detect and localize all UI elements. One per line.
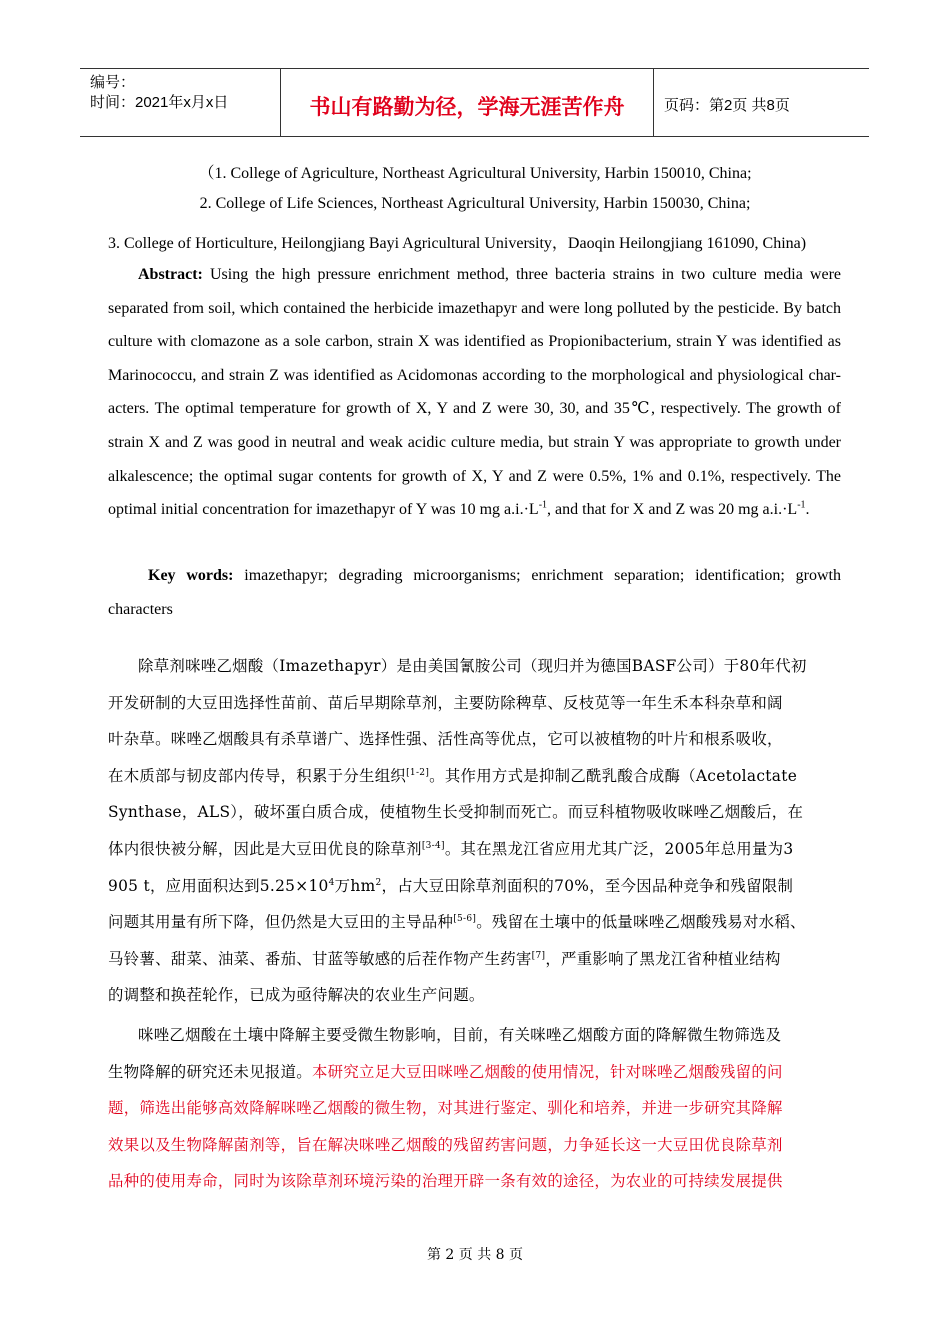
affiliation-3: 3. College of Horticulture, Heilongjiang Bayi Agricultural University，Daoqin Heilongjiang 161090, China) (108, 235, 807, 252)
abstract-text: Using the high pressure enrichment method, three bacteria strains in two culture media were separated from soil, which contained the herbicide imazethapyr and were long polluted by the pesticide. By batch culture with clomazone as a sole carbon, strain X was identified as Propionibacterium, strain Y was identified as Marinococcu, and strain Z was identified as Acidomonas according to the morphological and physiological char-acters. The optimal temperature for growth of X, Y and Z were 30, 30, and 35℃, respectively. The growth of strain X and Z was good in neutral and weak acidic culture media, but strain Y was appropriate to growth under alkalescence; the optimal sugar contents for growth of X, Y and Z were 0.5%, 1% and 0.1%, respectively. The optimal initial concentration for imazethapyr of Y was 10 mg a.i.·L (108, 266, 841, 519)
body-line: 体内很快被分解，因此是大豆田优良的除草剂[3-4]。其在黑龙江省应用尤其广泛，2005年总用量为3 (108, 839, 794, 858)
citation: [5-6] (453, 914, 477, 925)
body-line: 的调整和换茬轮作，已成为亟待解决的农业生产问题。 (108, 986, 485, 1005)
abstract-text-3: . (805, 501, 810, 519)
number-label: 编号： (90, 74, 136, 91)
body-line: 咪唑乙烟酸在土壤中降解主要受微生物影响，目前，有关咪唑乙烟酸方面的降解微生物筛选及 (138, 1026, 782, 1044)
abstract-text-2: , and that for X and Z was 20 mg a.i.·L (547, 501, 798, 519)
keywords-text: imazethapyr; degrading microorganisms; enrichment separation; identification; growth characters (108, 567, 842, 618)
keywords (108, 559, 841, 626)
page-footer: 第 2 页 共 8 页 (426, 1247, 524, 1263)
date-label: 时间：2021年x月x日 (90, 94, 229, 111)
body-line: 开发研制的大豆田选择性苗前、苗后早期除草剂，主要防除稗草、反枝苋等一年生禾本科杂草和阔 (108, 693, 783, 712)
keywords-label: Key words: (148, 567, 234, 584)
citation: [7] (531, 950, 546, 961)
body-line: 905 t，应用面积达到$5.25\times 10^4$万$hm^2$，占大豆田除草剂面积的70%，至今因品种竞争和残留限制 (108, 876, 794, 895)
body-line: Synthase，ALS），破坏蛋白质合成，使植物生长受抑制而死亡。而豆科植物吸收咪唑乙烟酸后，在 (108, 803, 804, 822)
header-meta (80, 69, 281, 136)
highlighted-line: 品种的使用寿命，同时为该除草剂环境污染的治理开辟一条有效的途径，为农业的可持续发展提供 (108, 1172, 783, 1191)
body-paragraph-1 (108, 648, 843, 1014)
body-line: 生物降解的研究还未见报道。本研究立足大豆田咪唑乙烟酸的使用情况，针对咪唑乙烟酸残留的问 (108, 1062, 783, 1081)
abstract-sup-1: -1 (538, 499, 548, 511)
citation: [1-2] (406, 767, 430, 778)
citation: [3-4] (421, 840, 445, 851)
highlighted-line: 效果以及生物降解菌剂等，旨在解决咪唑乙烟酸的残留药害问题，力争延长这一大豆田优良除草剂 (108, 1135, 783, 1154)
body-paragraph-2 (108, 1017, 843, 1200)
affiliation-2: 2. College of Life Sciences, Northeast Agricultural University, Harbin 150030, China; (199, 195, 751, 212)
affiliation-1: （1. College of Agriculture, Northeast Agricultural University, Harbin 150010, China; (198, 165, 752, 182)
body-line: 马铃薯、甜菜、油菜、番茄、甘蓝等敏感的后茬作物产生药害[7]，严重影响了黑龙江省种植业结构 (108, 949, 781, 968)
abstract (108, 258, 841, 527)
body-line: 叶杂草。咪唑乙烟酸具有杀草谱广、选择性强、活性高等优点，它可以被植物的叶片和根系吸收， (108, 730, 783, 749)
body-line: 除草剂咪唑乙烟酸（Imazethapyr）是由美国氰胺公司（现归并为德国BASF公司）于80年代初 (138, 657, 807, 675)
highlighted-line: 题，筛选出能够高效降解咪唑乙烟酸的微生物，对其进行鉴定、驯化和培养，并进一步研究其降解 (108, 1099, 783, 1118)
header-motto: 书山有路勤为径，学海无涯苦作舟 (281, 69, 654, 136)
abstract-label: Abstract: (138, 266, 203, 283)
abstract-sup-2: -1 (797, 499, 806, 511)
highlighted-text: 本研究立足大豆田咪唑乙烟酸的使用情况，针对咪唑乙烟酸残留的问 (311, 1062, 783, 1081)
page-header (80, 68, 869, 137)
header-page-label: 页码：第2页 共8页 (664, 97, 790, 114)
body-line: 问题其用量有所下降，但仍然是大豆田的主导品种[5-6]。残留在土壤中的低量咪唑乙烟酸残易对水稻、 (108, 913, 806, 932)
body-line: 在木质部与韧皮部内传导，积累于分生组织[1-2]。其作用方式是抑制乙酰乳酸合成酶（Acetolactate (108, 766, 798, 785)
